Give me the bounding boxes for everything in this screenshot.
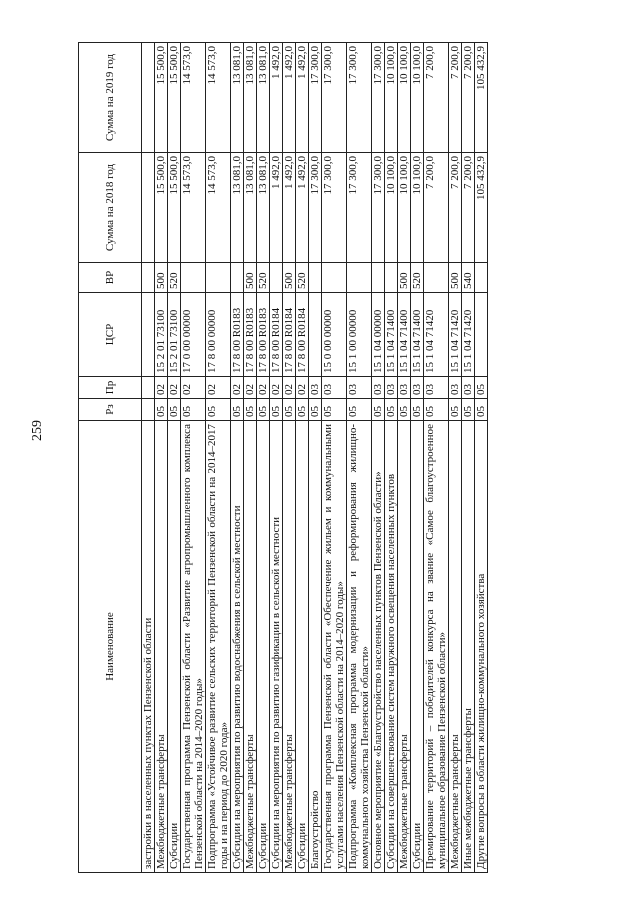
- cell-csr: [142, 293, 155, 377]
- header-name: Наименование: [79, 421, 142, 873]
- cell-rz: 05: [462, 399, 475, 421]
- table-body: [142, 43, 488, 873]
- cell-csr: [309, 293, 322, 377]
- cell-sum-2019: 17 300,0: [347, 43, 372, 153]
- cell-csr: 15 1 00 00000: [347, 293, 372, 377]
- cell-csr: 15 1 04 00000: [372, 293, 385, 377]
- rotated-table-container: [78, 43, 488, 873]
- cell-vr: [231, 263, 244, 293]
- cell-sum-2018: 1 492,0: [296, 153, 309, 263]
- cell-vr: [270, 263, 283, 293]
- cell-rz: 05: [449, 399, 462, 421]
- cell-name: Субсидии на совершенствование систем наружного освещения населенных пунктов: [385, 421, 398, 873]
- cell-sum-2018: [142, 153, 155, 263]
- cell-csr: 17 8 00 R0183: [231, 293, 244, 377]
- table-row: [424, 43, 449, 873]
- header-pr: Пр: [79, 377, 142, 399]
- cell-name: Основное мероприятие «Благоустройство населенных пунктов Пензенской области»: [372, 421, 385, 873]
- cell-vr: 520: [257, 263, 270, 293]
- cell-sum-2019: 17 300,0: [309, 43, 322, 153]
- cell-sum-2018: 15 500,0: [168, 153, 181, 263]
- cell-rz: 05: [231, 399, 244, 421]
- cell-csr: 17 8 00 R0183: [244, 293, 257, 377]
- cell-pr: 02: [231, 377, 244, 399]
- cell-pr: 02: [270, 377, 283, 399]
- cell-csr: 15 2 01 73100: [155, 293, 168, 377]
- cell-pr: 02: [296, 377, 309, 399]
- cell-vr: 500: [283, 263, 296, 293]
- cell-vr: [475, 263, 488, 293]
- cell-name: Другие вопросы в области жилищно-коммунального хозяйства: [475, 421, 488, 873]
- cell-vr: [142, 263, 155, 293]
- cell-csr: 17 8 00 00000: [206, 293, 231, 377]
- table-row: [385, 43, 398, 873]
- cell-pr: 03: [372, 377, 385, 399]
- cell-sum-2018: 7 200,0: [449, 153, 462, 263]
- cell-name: Межбюджетные трансферты: [155, 421, 168, 873]
- cell-name: Субсидии на мероприятия по развитию газификации в сельской местности: [270, 421, 283, 873]
- cell-sum-2018: 15 500,0: [155, 153, 168, 263]
- cell-sum-2019: [142, 43, 155, 153]
- table-row: [449, 43, 462, 873]
- cell-pr: 05: [475, 377, 488, 399]
- cell-vr: [322, 263, 347, 293]
- cell-sum-2019: 14 573,0: [181, 43, 206, 153]
- cell-rz: 05: [398, 399, 411, 421]
- cell-sum-2019: 15 500,0: [168, 43, 181, 153]
- cell-csr: 15 1 04 71420: [424, 293, 449, 377]
- cell-csr: 17 8 00 R0183: [257, 293, 270, 377]
- cell-pr: 02: [244, 377, 257, 399]
- cell-name: Субсидии: [257, 421, 270, 873]
- cell-rz: 05: [424, 399, 449, 421]
- cell-rz: 05: [411, 399, 424, 421]
- table-row: [181, 43, 206, 873]
- cell-sum-2018: 10 100,0: [398, 153, 411, 263]
- cell-sum-2018: 17 300,0: [347, 153, 372, 263]
- cell-pr: 02: [181, 377, 206, 399]
- cell-sum-2018: 13 081,0: [244, 153, 257, 263]
- cell-vr: 500: [449, 263, 462, 293]
- cell-vr: [309, 263, 322, 293]
- table-row: [322, 43, 347, 873]
- cell-vr: [347, 263, 372, 293]
- cell-sum-2019: 14 573,0: [206, 43, 231, 153]
- cell-sum-2018: 13 081,0: [231, 153, 244, 263]
- cell-name: Субсидии: [168, 421, 181, 873]
- table-row: [398, 43, 411, 873]
- cell-sum-2018: 17 300,0: [309, 153, 322, 263]
- cell-rz: 05: [372, 399, 385, 421]
- table-row: [244, 43, 257, 873]
- cell-vr: 520: [411, 263, 424, 293]
- cell-pr: [142, 377, 155, 399]
- cell-name: Подпрограмма «Устойчивое развитие сельских территорий Пензенской области на 2014–2017 годы и на период до 2020 года»: [206, 421, 231, 873]
- cell-pr: 03: [309, 377, 322, 399]
- cell-name: Субсидии: [411, 421, 424, 873]
- cell-name: Межбюджетные трансферты: [449, 421, 462, 873]
- cell-sum-2019: 7 200,0: [462, 43, 475, 153]
- table-row: [206, 43, 231, 873]
- cell-sum-2019: 10 100,0: [385, 43, 398, 153]
- cell-rz: 05: [244, 399, 257, 421]
- cell-rz: 05: [181, 399, 206, 421]
- header-rz: Рз: [79, 399, 142, 421]
- cell-pr: 03: [398, 377, 411, 399]
- cell-rz: 05: [270, 399, 283, 421]
- cell-name: Субсидии на мероприятия по развитию водоснабжения в сельской местности: [231, 421, 244, 873]
- table-row: [142, 43, 155, 873]
- cell-name: Межбюджетные трансферты: [244, 421, 257, 873]
- cell-sum-2019: 15 500,0: [155, 43, 168, 153]
- cell-sum-2018: 7 200,0: [462, 153, 475, 263]
- cell-sum-2019: 10 100,0: [411, 43, 424, 153]
- cell-vr: 520: [168, 263, 181, 293]
- cell-name: Межбюджетные трансферты: [398, 421, 411, 873]
- cell-rz: 05: [347, 399, 372, 421]
- cell-pr: 03: [462, 377, 475, 399]
- cell-csr: 15 1 04 71400: [385, 293, 398, 377]
- cell-vr: 500: [244, 263, 257, 293]
- cell-vr: 500: [398, 263, 411, 293]
- cell-vr: [206, 263, 231, 293]
- cell-name: Межбюджетные трансферты: [283, 421, 296, 873]
- cell-pr: 02: [155, 377, 168, 399]
- cell-pr: 03: [424, 377, 449, 399]
- table-row: [411, 43, 424, 873]
- cell-rz: 05: [309, 399, 322, 421]
- cell-pr: 02: [168, 377, 181, 399]
- cell-csr: [475, 293, 488, 377]
- table-row: [347, 43, 372, 873]
- cell-sum-2018: 14 573,0: [206, 153, 231, 263]
- cell-name: Премирование территорий – победителей конкурса на звание «Самое благоустроенное муниципальное образование Пензенской области»: [424, 421, 449, 873]
- cell-pr: 03: [411, 377, 424, 399]
- cell-rz: 05: [155, 399, 168, 421]
- cell-pr: 02: [206, 377, 231, 399]
- cell-name: Иные межбюджетные трансферты: [462, 421, 475, 873]
- table-row: [309, 43, 322, 873]
- cell-sum-2019: 17 300,0: [322, 43, 347, 153]
- cell-rz: 05: [257, 399, 270, 421]
- cell-csr: 17 8 00 R0184: [270, 293, 283, 377]
- cell-pr: 03: [449, 377, 462, 399]
- cell-rz: 05: [283, 399, 296, 421]
- cell-rz: 05: [475, 399, 488, 421]
- cell-rz: 05: [168, 399, 181, 421]
- cell-name: Подпрограмма «Комплексная программа модернизации и реформирования жилищно-коммунального хозяйства Пензенской области»: [347, 421, 372, 873]
- cell-vr: [385, 263, 398, 293]
- cell-sum-2019: 13 081,0: [257, 43, 270, 153]
- cell-sum-2019: 1 492,0: [270, 43, 283, 153]
- cell-sum-2018: 105 432,9: [475, 153, 488, 263]
- cell-pr: 02: [283, 377, 296, 399]
- cell-name: Субсидии: [296, 421, 309, 873]
- cell-vr: 520: [296, 263, 309, 293]
- cell-csr: 15 1 04 71400: [411, 293, 424, 377]
- cell-sum-2018: 1 492,0: [270, 153, 283, 263]
- cell-pr: 03: [347, 377, 372, 399]
- cell-sum-2018: 10 100,0: [385, 153, 398, 263]
- cell-csr: 17 8 00 R0184: [283, 293, 296, 377]
- cell-sum-2018: 13 081,0: [257, 153, 270, 263]
- cell-sum-2019: 1 492,0: [283, 43, 296, 153]
- cell-name: застройки в населенных пунктах Пензенской области: [142, 421, 155, 873]
- table-row: [372, 43, 385, 873]
- table-row: [296, 43, 309, 873]
- page-number: 259: [30, 420, 45, 441]
- cell-rz: 05: [322, 399, 347, 421]
- cell-sum-2018: 10 100,0: [411, 153, 424, 263]
- cell-sum-2019: 7 200,0: [449, 43, 462, 153]
- cell-vr: 540: [462, 263, 475, 293]
- cell-vr: [424, 263, 449, 293]
- header-sum-2019: Сумма на 2019 год: [79, 43, 142, 153]
- cell-pr: 03: [385, 377, 398, 399]
- cell-sum-2018: 17 300,0: [372, 153, 385, 263]
- table-row: [270, 43, 283, 873]
- cell-sum-2019: 1 492,0: [296, 43, 309, 153]
- table-row: [475, 43, 488, 873]
- cell-rz: 05: [296, 399, 309, 421]
- cell-name: Государственная программа Пензенской области «Обеспечение жильем и коммунальными услугами населения Пензенской области на 2014–2020 годы»: [322, 421, 347, 873]
- cell-pr: 03: [322, 377, 347, 399]
- cell-vr: [181, 263, 206, 293]
- cell-sum-2018: 7 200,0: [424, 153, 449, 263]
- cell-name: Благоустройство: [309, 421, 322, 873]
- cell-sum-2019: 105 432,9: [475, 43, 488, 153]
- cell-pr: 02: [257, 377, 270, 399]
- cell-csr: 15 1 04 71420: [449, 293, 462, 377]
- cell-rz: 05: [385, 399, 398, 421]
- table-row: [155, 43, 168, 873]
- cell-sum-2018: 1 492,0: [283, 153, 296, 263]
- cell-name: Государственная программа Пензенской области «Развитие агропромышленного комплекса Пензенской области на 2014–2020 годы»: [181, 421, 206, 873]
- cell-sum-2018: 17 300,0: [322, 153, 347, 263]
- cell-sum-2019: 10 100,0: [398, 43, 411, 153]
- cell-rz: 05: [206, 399, 231, 421]
- cell-csr: 17 0 00 00000: [181, 293, 206, 377]
- budget-table: [78, 42, 488, 873]
- table-header-row: [79, 43, 142, 873]
- table-row: [231, 43, 244, 873]
- cell-vr: [372, 263, 385, 293]
- cell-sum-2019: 17 300,0: [372, 43, 385, 153]
- cell-sum-2019: 7 200,0: [424, 43, 449, 153]
- cell-csr: 17 8 00 R0184: [296, 293, 309, 377]
- table-row: [257, 43, 270, 873]
- header-vr: ВР: [79, 263, 142, 293]
- cell-csr: 15 0 00 00000: [322, 293, 347, 377]
- table-row: [283, 43, 296, 873]
- table-row: [462, 43, 475, 873]
- cell-csr: 15 1 04 71420: [462, 293, 475, 377]
- cell-vr: 500: [155, 263, 168, 293]
- cell-sum-2018: 14 573,0: [181, 153, 206, 263]
- cell-rz: [142, 399, 155, 421]
- cell-csr: 15 2 01 73100: [168, 293, 181, 377]
- cell-csr: 15 1 04 71400: [398, 293, 411, 377]
- header-csr: ЦСР: [79, 293, 142, 377]
- header-sum-2018: Сумма на 2018 год: [79, 153, 142, 263]
- cell-sum-2019: 13 081,0: [244, 43, 257, 153]
- table-row: [168, 43, 181, 873]
- cell-sum-2019: 13 081,0: [231, 43, 244, 153]
